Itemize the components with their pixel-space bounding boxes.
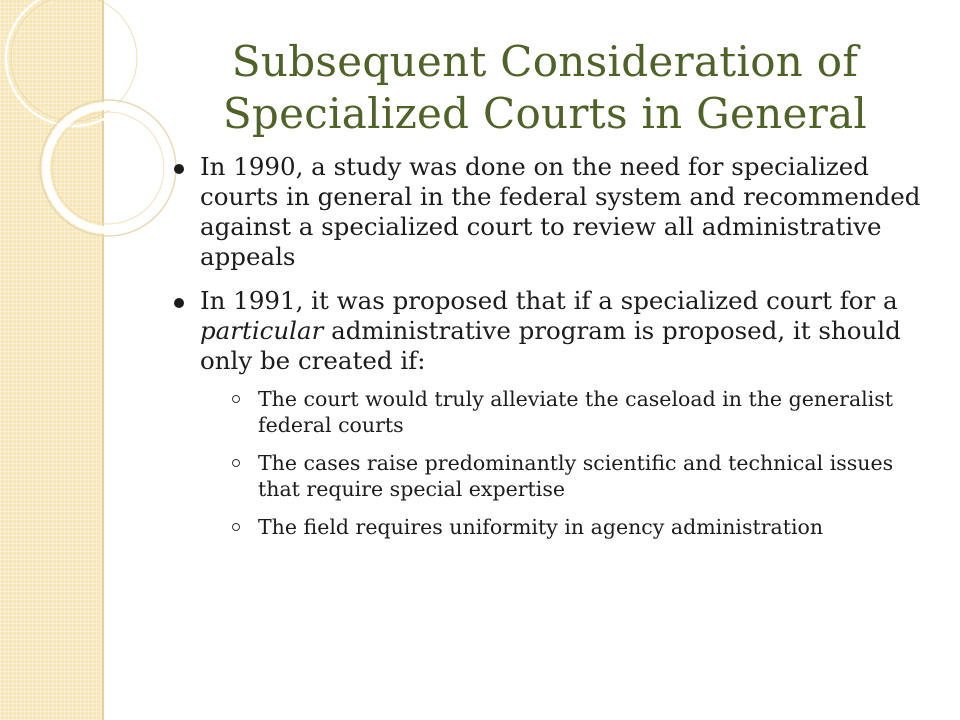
bullet-item-1991-proposal [170, 286, 930, 540]
sub-bullet-text: The field requires uniformity in agency administration [258, 515, 824, 539]
hollow-circle-icon [232, 459, 240, 467]
sub-bullet-technical-issues [230, 450, 930, 502]
bullet-item-1990-study [170, 152, 930, 272]
sub-bullet-text: The cases raise predominantly scientific and technical issues that require special expertise [258, 451, 894, 501]
hollow-circle-icon [232, 395, 240, 403]
bullet-text-before: In 1991, it was proposed that if a specialized court for a [200, 286, 898, 315]
bullet-text-after: administrative program is proposed, it should only be created if: [200, 316, 901, 375]
title-line-2: Specialized Courts in General [222, 89, 868, 138]
sub-bullet-text: The court would truly alleviate the caseload in the generalist federal courts [258, 387, 894, 437]
bullet-list [170, 152, 930, 554]
sub-bullet-uniformity [230, 514, 930, 540]
decorative-rings-icon [0, 0, 160, 260]
bullet-text-emphasis: particular [200, 316, 324, 345]
bullet-dot-icon [174, 164, 184, 174]
sub-bullet-list [230, 386, 930, 540]
hollow-circle-icon [232, 523, 240, 531]
slide-title [150, 36, 940, 140]
bullet-dot-icon [174, 298, 184, 308]
title-line-1: Subsequent Consideration of [231, 37, 859, 86]
sub-bullet-caseload [230, 386, 930, 438]
bullet-text: In 1990, a study was done on the need for specialized courts in general in the federal system and recommended against a specialized court to review all administrative appeals [200, 152, 921, 271]
